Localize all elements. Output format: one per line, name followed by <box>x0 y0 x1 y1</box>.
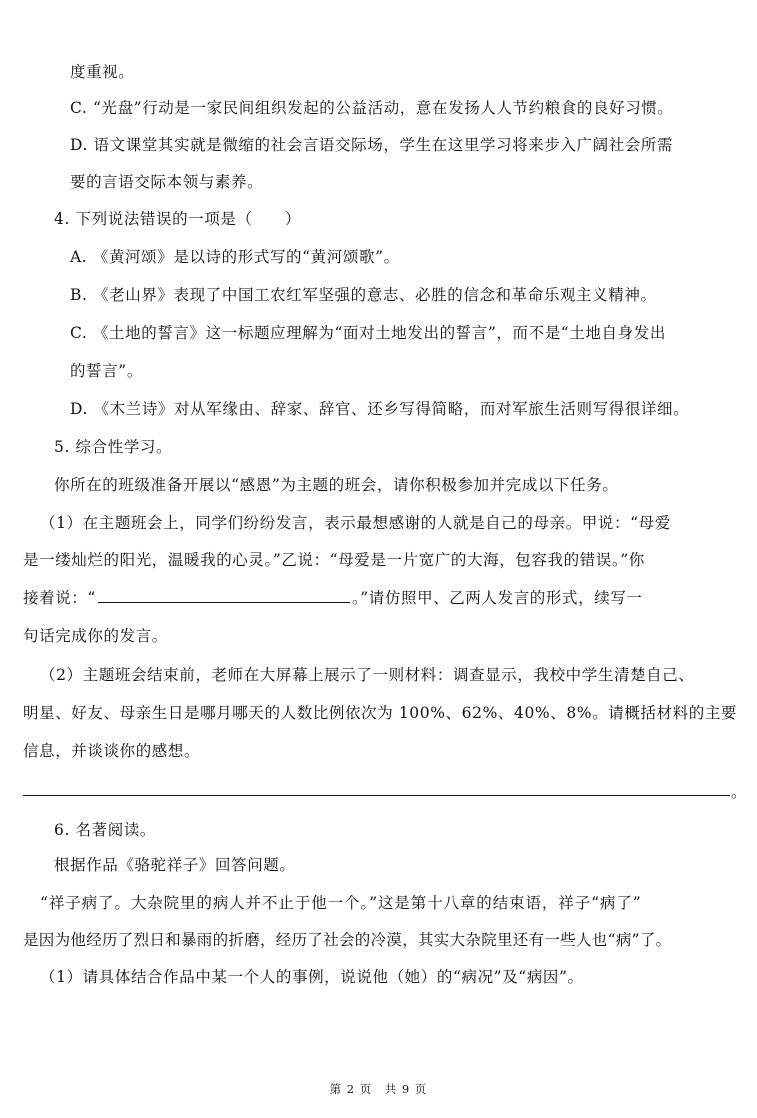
fill-in-blank[interactable] <box>98 588 350 603</box>
q4-option-d: D. 《木兰诗》对从军缘由、辞家、辞官、还乡写得简略，而对军旅生活则写得很详细。 <box>70 400 690 418</box>
q4-stem: 4. 下列说法错误的一项是（ ） <box>54 210 301 228</box>
q5-part1-line3-end: 。”请仿照甲、乙两人发言的形式，续写一 <box>351 589 643 607</box>
q3-option-d-line1: D. 语文课堂其实就是微缩的社会言语交际场，学生在这里学习将来步入广阔社会所需 <box>70 136 674 154</box>
q3-option-c: C. “光盘”行动是一家民间组织发起的公益活动，意在发扬人人节约粮食的良好习惯。 <box>70 99 674 117</box>
q4-option-c-line2: 的誓言”。 <box>70 362 143 380</box>
q5-part1-line3 <box>23 588 643 608</box>
q5-part1-line2: 是一缕灿烂的阳光，温暖我的心灵。”乙说：“母爱是一片宽广的大海，包容我的错误。”你 <box>23 551 645 569</box>
q4-option-b: B. 《老山界》表现了中国工农红军坚强的意志、必胜的信念和革命乐观主义精神。 <box>70 286 657 304</box>
q6-title: 6. 名著阅读。 <box>54 821 157 839</box>
q6-quote-line2: 是因为他经历了烈日和暴雨的折磨，经历了社会的冷漠，其实大杂院里还有一些人也“病”了。 <box>23 931 672 949</box>
q6-quote-line1: “祥子病了。大杂院里的病人并不止于他一个。”这是第十八章的结束语，祥子“病了” <box>40 894 642 912</box>
q6-part1: （1）请具体结合作品中某一个人的事例，说说他（她）的“病况”及“病因”。 <box>40 968 584 986</box>
q4-option-a: A. 《黄河颂》是以诗的形式写的“黄河颂歌”。 <box>70 248 400 266</box>
q3-option-d-line2: 要的言语交际本领与素养。 <box>70 173 264 191</box>
q6-intro: 根据作品《骆驼祥子》回答问题。 <box>54 856 296 874</box>
q5-title: 5. 综合性学习。 <box>54 438 173 456</box>
q3-line-cont: 度重视。 <box>70 63 135 81</box>
page-footer: 第 2 页 共 9 页 <box>329 1082 428 1096</box>
q5-part2-line1: （2）主题班会结束前，老师在大屏幕上展示了一则材料：调查显示，我校中学生清楚自己、 <box>40 666 695 684</box>
q5-part2-line3: 信息，并谈谈你的感想。 <box>23 742 201 760</box>
q5-part1-line4: 句话完成你的发言。 <box>23 627 168 645</box>
q5-part1-line3-start: 接着说：“ <box>23 589 96 607</box>
q5-intro: 你所在的班级准备开展以“感恩”为主题的班会，请你积极参加并完成以下任务。 <box>54 476 619 494</box>
q5-part1-line1: （1）在主题班会上，同学们纷纷发言，表示最想感谢的人就是自己的母亲。甲说：“母爱 <box>40 514 671 532</box>
answer-line[interactable] <box>23 795 730 796</box>
q4-option-c-line1: C. 《土地的誓言》这一标题应理解为“面对土地发出的誓言”，而不是“土地自身发出 <box>70 324 666 342</box>
q5-part2-line2: 明星、好友、母亲生日是哪月哪天的人数比例依次为 100%、62%、40%、8%。请概括材料的主要 <box>23 704 738 722</box>
answer-end-mark: 。 <box>731 783 747 801</box>
